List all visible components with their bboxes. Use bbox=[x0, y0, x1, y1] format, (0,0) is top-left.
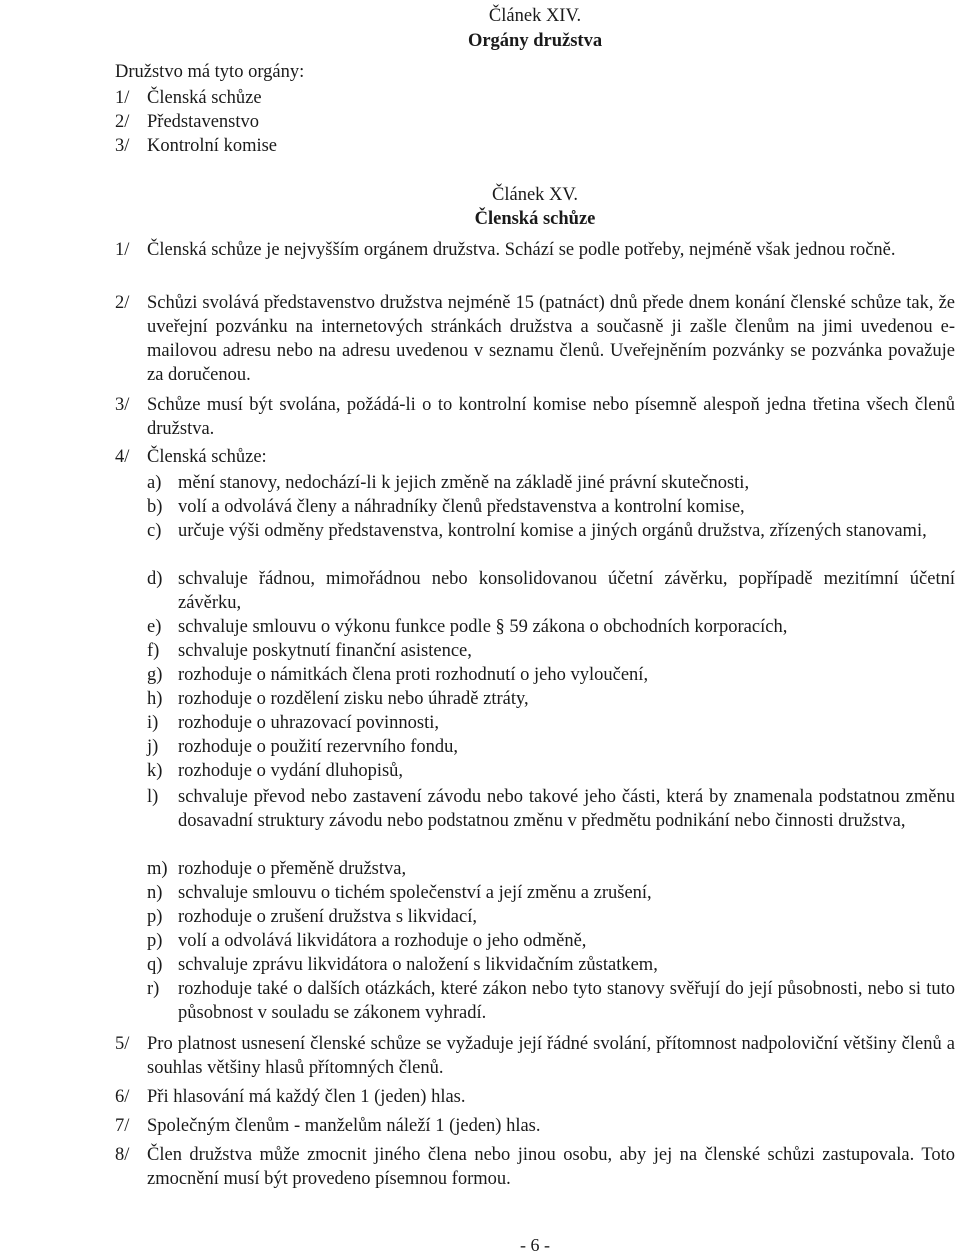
article-14-title: Orgány družstva bbox=[467, 31, 603, 51]
paragraph-text: Pro platnost usnesení členské schůze se vyžaduje její řádné svolání, přítomnost nadpoloviční většiny členů a souhlas většiny hlasů přítomných členů. bbox=[147, 1034, 955, 1078]
paragraph-text: Členská schůze je nejvyšším orgánem družstva. Schází se podle potřeby, nejméně však jednou ročně. bbox=[147, 240, 896, 260]
paragraph-text: Člen družstva může zmocnit jiného člena nebo jinou osobu, aby jej na členské schůzi zastupovala. Toto zmocnění musí být provedeno písemnou formou. bbox=[147, 1145, 955, 1189]
item-letter: c) bbox=[147, 521, 162, 541]
organ-number: 3/ bbox=[115, 136, 130, 156]
paragraph-text: Společným členům - manželům náleží 1 (jeden) hlas. bbox=[147, 1116, 541, 1136]
paragraph-text: Schůzi svolává představenstvo družstva nejméně 15 (patnáct) dnů přede dnem konání členské schůze tak, že uveřejní pozvánku na internetových stránkách družstva a současně ji zašle členům na jimi uvedenou e-mailovou adresu nebo na adresu uvedenou v seznamu členů. Uveřejněním pozvánky se pozvánka považuje za doručenou. bbox=[147, 293, 955, 385]
article-14-heading: Článek XIV. bbox=[488, 6, 582, 26]
item-letter: a) bbox=[147, 473, 162, 493]
item-letter: i) bbox=[147, 713, 159, 733]
organ-number: 1/ bbox=[115, 88, 130, 108]
item-text: schvaluje smlouvu o výkonu funkce podle § 59 zákona o obchodních korporacích, bbox=[178, 617, 788, 637]
item-text: rozhoduje o námitkách člena proti rozhodnutí o jeho vyloučení, bbox=[178, 665, 649, 685]
paragraph-number: 8/ bbox=[115, 1145, 130, 1165]
item-text: schvaluje zprávu likvidátora o naložení s likvidačním zůstatkem, bbox=[178, 955, 658, 975]
item-text: rozhoduje o rozdělení zisku nebo úhradě ztráty, bbox=[178, 689, 529, 709]
item-letter: n) bbox=[147, 883, 163, 903]
item-text: mění stanovy, nedochází-li k jejich změně na základě jiné právní skutečnosti, bbox=[178, 473, 750, 493]
item-letter: e) bbox=[147, 617, 162, 637]
organ-number: 2/ bbox=[115, 112, 130, 132]
item-text: schvaluje poskytnutí finanční asistence, bbox=[178, 641, 472, 661]
organs-intro: Družstvo má tyto orgány: bbox=[115, 62, 305, 82]
item-letter: m) bbox=[147, 859, 168, 879]
item-letter: p) bbox=[147, 907, 163, 927]
item-letter: r) bbox=[147, 979, 160, 999]
paragraph-text: Při hlasování má každý člen 1 (jeden) hlas. bbox=[147, 1087, 466, 1107]
item-text: určuje výši odměny představenstva, kontrolní komise a jiných orgánů družstva, zřízených stanovami, bbox=[178, 521, 927, 541]
paragraph-number: 3/ bbox=[115, 395, 130, 415]
item-letter: g) bbox=[147, 665, 163, 685]
item-text: volí a odvolává likvidátora a rozhoduje o jeho odměně, bbox=[178, 931, 587, 951]
item-text: volí a odvolává členy a náhradníky členů představenstva a kontrolní komise, bbox=[178, 497, 745, 517]
paragraph-number: 2/ bbox=[115, 293, 130, 313]
item-letter: d) bbox=[147, 569, 163, 589]
item-text: rozhoduje o zrušení družstva s likvidací, bbox=[178, 907, 477, 927]
page-number: - 6 - bbox=[520, 1235, 550, 1255]
paragraph-number: 5/ bbox=[115, 1034, 130, 1054]
item-text: rozhoduje také o dalších otázkách, které zákon nebo tyto stanovy svěřují do její působnosti, nebo si tuto působnost v souladu se zákonem vyhradí. bbox=[178, 979, 955, 1023]
paragraph-number: 1/ bbox=[115, 240, 130, 260]
item-text: schvaluje smlouvu o tichém společenství a její změnu a zrušení, bbox=[178, 883, 652, 903]
organ-label: Kontrolní komise bbox=[147, 136, 278, 156]
paragraph-number: 6/ bbox=[115, 1087, 130, 1107]
item-letter: l) bbox=[147, 787, 159, 807]
paragraph-text: Členská schůze: bbox=[147, 447, 267, 467]
organ-label: Představenstvo bbox=[147, 112, 260, 132]
article-15-title: Členská schůze bbox=[474, 209, 596, 229]
article-15-heading: Článek XV. bbox=[492, 185, 578, 205]
item-text: schvaluje řádnou, mimořádnou nebo konsolidovanou účetní závěrku, popřípadě mezitímní účetní závěrku, bbox=[178, 569, 955, 613]
item-letter: p) bbox=[147, 931, 163, 951]
paragraph-number: 4/ bbox=[115, 447, 130, 467]
paragraph-text: Schůze musí být svolána, požádá-li o to kontrolní komise nebo písemně alespoň jedna třetina všech členů družstva. bbox=[147, 395, 955, 439]
item-letter: h) bbox=[147, 689, 163, 709]
item-letter: k) bbox=[147, 761, 163, 781]
item-text: rozhoduje o přeměně družstva, bbox=[178, 859, 407, 879]
organ-label: Členská schůze bbox=[147, 88, 262, 108]
item-letter: q) bbox=[147, 955, 163, 975]
item-text: rozhoduje o uhrazovací povinnosti, bbox=[178, 713, 439, 733]
paragraph-number: 7/ bbox=[115, 1116, 130, 1136]
item-text: schvaluje převod nebo zastavení závodu nebo takové jeho části, která by znamenala podstatnou změnu dosavadní struktury závodu nebo podstatnou změnu v předmětu podnikání nebo činnosti družstva, bbox=[178, 787, 955, 831]
item-letter: f) bbox=[147, 641, 160, 661]
item-text: rozhoduje o vydání dluhopisů, bbox=[178, 761, 404, 781]
item-text: rozhoduje o použití rezervního fondu, bbox=[178, 737, 458, 757]
item-letter: b) bbox=[147, 497, 163, 517]
item-letter: j) bbox=[147, 737, 159, 757]
